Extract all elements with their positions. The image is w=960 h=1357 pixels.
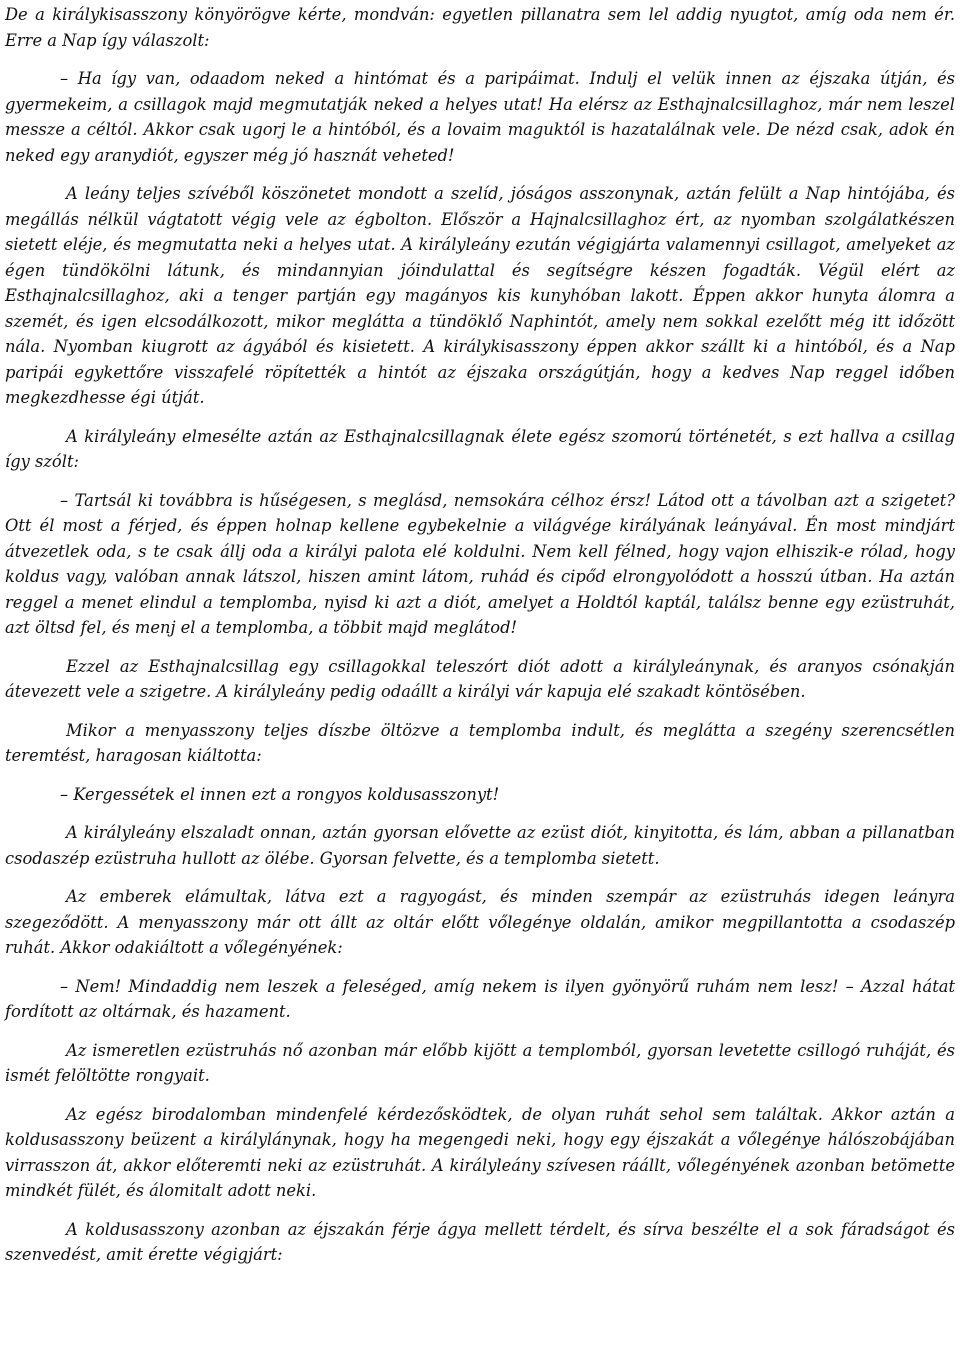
paragraph-12: Az ismeretlen ezüstruhás nő azonban már előbb kijött a templomból, gyorsan levetette csillogó ruháját, és ismét felöltötte rongyait. bbox=[5, 1040, 955, 1085]
paragraph-9: A királyleány elszaladt onnan, aztán gyorsan elővette az ezüst diót, kinyitotta, és lám, abban a pillanatban csodaszép ezüstruha hullott az ölébe. Gyorsan felvette, és a templomba sietett. bbox=[5, 823, 955, 868]
paragraph-1: De a királykisasszony könyörögve kérte, mondván: egyetlen pillanatra sem lel addig nyugtot, amíg oda nem ér. Erre a Nap így válaszolt: bbox=[5, 5, 955, 50]
paragraph-13: Az egész birodalomban mindenfelé kérdezősködtek, de olyan ruhát sehol sem találtak. Akkor aztán a koldusasszony beüzent a királylánynak, hogy ha megengedi neki, hogy egy éjszakát a vőlegénye hálószobájában virrasszon át, akkor előteremti neki az ezüstruhát. A királyleány szívesen ráállt, vőlegényének azonban betömette mindkét fülét, és álomitalt adott neki. bbox=[5, 1104, 955, 1200]
paragraph-2: – Ha így van, odaadom neked a hintómat és a paripáimat. Indulj el velük innen az éjszaka útján, és gyermekeim, a csillagok majd megmutatják neked a helyes utat! Ha elérsz az Esthajnalcsillaghoz, már nem leszel messze a céltól. Akkor csak ugorj le a hintóból, és a lovaim maguktól is hazatalálnak vele. De nézd csak, adok én neked egy aranydiót, egyszer még jó hasznát veheted! bbox=[5, 69, 955, 165]
paragraph-3: A leány teljes szívéből köszönetet mondott a szelíd, jóságos asszonynak, aztán felült a Nap hintójába, és megállás nélkül vágtatott végig vele az égbolton. Először a Hajnalcsillaghoz ért, az nyomban szolgálatkészen sietett eléje, és megmutatta neki a helyes utat. A királyleány ezután végigjárta valamennyi csillagot, amelyeket az égen tündökölni látunk, és mindannyian jóindulattal és segítségre készen fogadták. Végül elért az Esthajnalcsillaghoz, aki a tenger partján egy magányos kis kunyhóban lakott. Éppen akkor hunyta álomra a szemét, és igen elcsodálkozott, mikor meglátta a tündöklő Naphintót, amely nem sokkal ezelőtt még itt időzött nála. Nyomban kiugrott az ágyából és kisietett. A királykisasszony éppen akkor szállt ki a hintóból, és a Nap paripái egykettőre visszafelé röpítették a hintót az éjszaka országútján, hogy a kedves Nap reggel időben megkezdhesse égi útját. bbox=[5, 184, 955, 407]
paragraph-14: A koldusasszony azonban az éjszakán férje ágya mellett térdelt, és sírva beszélte el a sok fáradságot és szenvedést, amit érette végigjárt: bbox=[5, 1219, 955, 1264]
paragraph-10: Az emberek elámultak, látva ezt a ragyogást, és minden szempár az ezüstruhás idegen leányra szegeződött. A menyasszony már ott állt az oltár előtt vőlegénye oldalán, amikor megpillantotta a csodaszép ruhát. Akkor odakiáltott a vőlegényének: bbox=[5, 887, 955, 957]
paragraph-4: A királyleány elmesélte aztán az Esthajnalcsillagnak élete egész szomorú történetét, s ezt hallva a csillag így szólt: bbox=[5, 426, 955, 471]
paragraph-6: Ezzel az Esthajnalcsillag egy csillagokkal teleszórt diót adott a királyleánynak, és aranyos csónakján átevezett vele a szigetre. A királyleány pedig odaállt a királyi vár kapuja elé szakadt köntösében. bbox=[5, 656, 955, 701]
document-page bbox=[5, 2, 955, 1281]
paragraph-11: – Nem! Mindaddig nem leszek a feleséged, amíg nekem is ilyen gyönyörű ruhám nem lesz! – Azzal hátat fordított az oltárnak, és hazament. bbox=[5, 976, 955, 1021]
paragraph-5: – Tartsál ki továbbra is hűségesen, s meglásd, nemsokára célhoz érsz! Látod ott a távolban azt a szigetet? Ott él most a férjed, és éppen holnap kellene egybekelnie a világvége királyának leányával. Én most mindjárt átvezetlek oda, s te csak állj oda a királyi palota elé koldulni. Nem kell félned, hogy vajon elhiszik-e rólad, hogy koldus vagy, valóban annak látszol, hiszen amint látom, ruhád és cipőd elrongyolódott a hosszú útban. Ha aztán reggel a menet elindul a templomba, nyisd ki azt a diót, amelyet a Holdtól kaptál, találsz benne egy ezüstruhát, azt öltsd fel, és menj el a templomba, a többit majd meglátod! bbox=[5, 490, 955, 637]
paragraph-7: Mikor a menyasszony teljes díszbe öltözve a templomba indult, és meglátta a szegény szerencsétlen teremtést, haragosan kiáltotta: bbox=[5, 720, 955, 765]
paragraph-8: – Kergessétek el innen ezt a rongyos koldusasszonyt! bbox=[60, 784, 500, 804]
